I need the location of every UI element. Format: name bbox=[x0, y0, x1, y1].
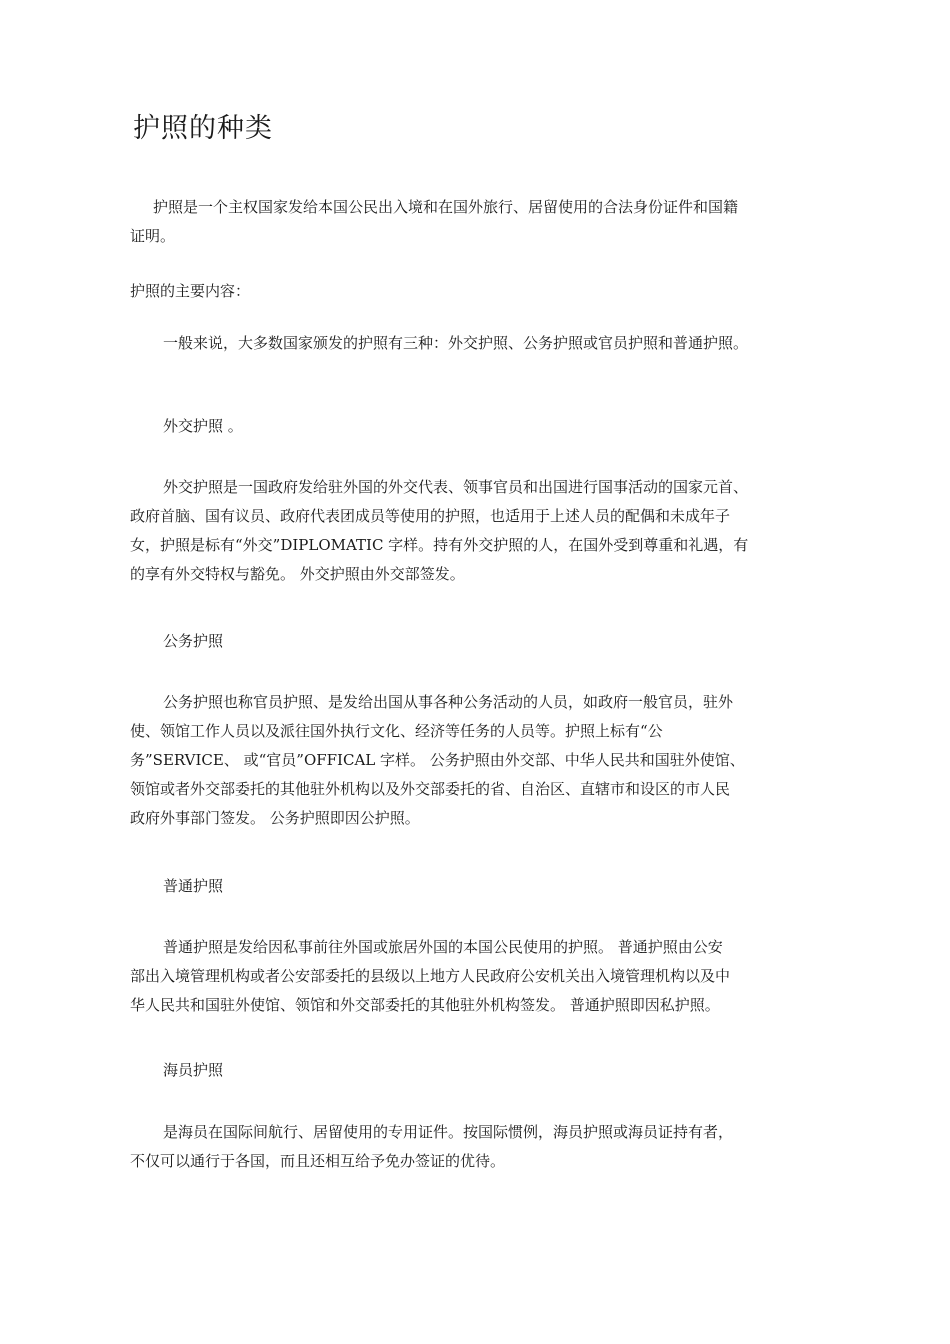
body-line: 的享有外交特权与豁免。 外交护照由外交部签发。 bbox=[130, 565, 465, 583]
section-heading-seaman: 海员护照 bbox=[163, 1061, 224, 1079]
body-line: 使、领馆工作人员以及派往国外执行文化、经济等任务的人员等。护照上标有“公 bbox=[130, 722, 663, 740]
body-line: 外交护照是一国政府发给驻外国的外交代表、领事官员和出国进行国事活动的国家元首、 bbox=[163, 478, 749, 496]
section-body-seaman bbox=[130, 1118, 733, 1176]
section-body-ordinary bbox=[130, 933, 730, 1020]
section-heading-ordinary: 普通护照 bbox=[163, 877, 224, 895]
section-body-service bbox=[130, 688, 745, 833]
body-line: 是海员在国际间航行、居留使用的专用证件。按国际惯例，海员护照或海员证持有者， bbox=[163, 1123, 734, 1141]
body-line: 务”SERVICE、 或“官员”OFFICAL 字样。 公务护照由外交部、中华人民共和国驻外使馆、 bbox=[130, 751, 745, 769]
document-title: 护照的种类 bbox=[133, 113, 273, 144]
section-body-diplomatic bbox=[130, 473, 748, 589]
intro-paragraph bbox=[130, 193, 738, 251]
body-line: 华人民共和国驻外使馆、领馆和外交部委托的其他驻外机构签发。 普通护照即因私护照。 bbox=[130, 996, 720, 1014]
main-content-label: 护照的主要内容： bbox=[130, 282, 251, 300]
body-line: 公务护照也称官员护照、是发给出国从事各种公务活动的人员，如政府一般官员，驻外 bbox=[163, 693, 734, 711]
section-heading-diplomatic: 外交护照 。 bbox=[163, 417, 243, 435]
section-heading-service: 公务护照 bbox=[163, 632, 224, 650]
intro-line: 证明。 bbox=[130, 227, 176, 245]
body-line: 部出入境管理机构或者公安部委托的县级以上地方人民政府公安机关出入境管理机构以及中 bbox=[130, 967, 731, 985]
body-line: 女，护照是标有“外交”DIPLOMATIC 字样。持有外交护照的人，在国外受到尊重和礼遇，有 bbox=[130, 536, 749, 554]
body-line: 不仅可以通行于各国，而且还相互给予免办签证的优待。 bbox=[130, 1152, 506, 1170]
overview-paragraph: 一般来说，大多数国家颁发的护照有三种：外交护照、公务护照或官员护照和普通护照。 bbox=[163, 334, 749, 352]
intro-line: 护照是一个主权国家发给本国公民出入境和在国外旅行、居留使用的合法身份证件和国籍 bbox=[153, 198, 739, 216]
body-line: 领馆或者外交部委托的其他驻外机构以及外交部委托的省、自治区、直辖市和设区的市人民 bbox=[130, 780, 731, 798]
body-line: 普通护照是发给因私事前往外国或旅居外国的本国公民使用的护照。 普通护照由公安 bbox=[163, 938, 723, 956]
body-line: 政府外事部门签发。 公务护照即因公护照。 bbox=[130, 809, 420, 827]
body-line: 政府首脑、国有议员、政府代表团成员等使用的护照，也适用于上述人员的配偶和未成年子 bbox=[130, 507, 731, 525]
